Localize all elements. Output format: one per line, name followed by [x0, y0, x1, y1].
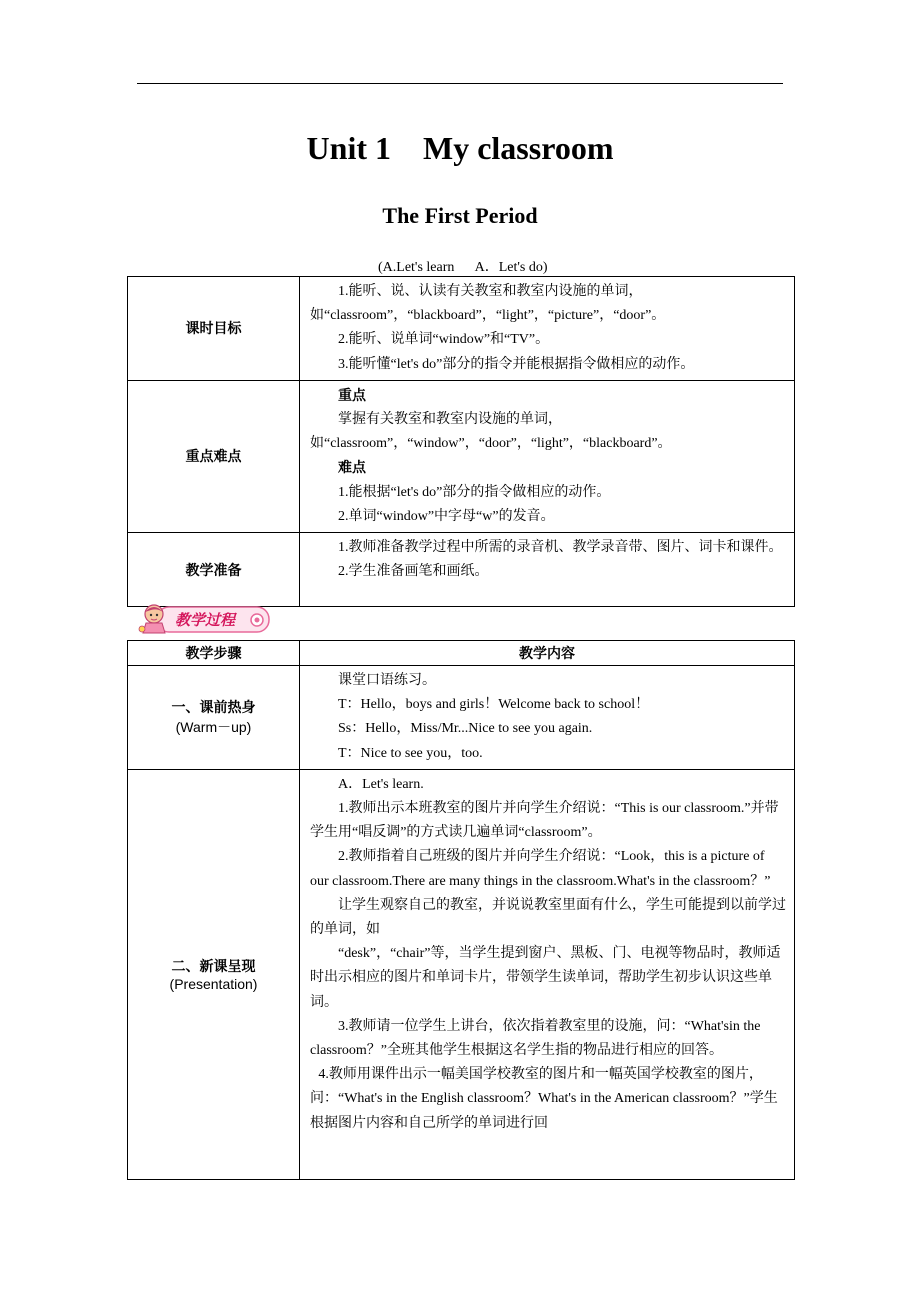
row-label: 课时目标	[128, 277, 300, 381]
warmup-line-3: Ss：Hello，Miss/Mr...Nice to see you again.	[338, 721, 593, 737]
presentation-line-7: 4.教师用课件出示一幅美国学校教室的图片和一幅英国学校教室的图片，问：“What's in the English classroom？What's in the American classroom？”学生根据图片内容和自己所学的单词进行回	[310, 1067, 778, 1131]
step-content	[300, 666, 795, 770]
table-row	[128, 533, 795, 607]
overview-table	[127, 276, 795, 607]
goal-1: 1.能听、说、认读有关教室和教室内设施的单词，如“classroom”，“blackboard”，“light”，“picture”，“door”。	[310, 284, 666, 324]
presentation-line-2: 1.教师出示本班教室的图片并向学生介绍说：“This is our classroom.”并带学生用“唱反调”的方式读几遍单词“classroom”。	[310, 801, 779, 841]
goal-3: 3.能听懂“let's do”部分的指令并能根据指令做相应的动作。	[338, 356, 695, 372]
presentation-line-4: 让学生观察自己的教室，并说说教室里面有什么，学生可能提到以前学过的单词，如	[310, 897, 786, 938]
page-title: Unit 1 My classroom	[306, 130, 614, 166]
table-row	[128, 277, 795, 381]
period-title: The First Period	[382, 203, 538, 228]
row-label: 教学准备	[128, 533, 300, 607]
prep-2: 2.学生准备画笔和画纸。	[338, 564, 489, 580]
process-badge	[137, 603, 271, 635]
presentation-line-5: “desk”，“chair”等，当学生提到窗户、黑板、门、电视等物品时，教师适时出示相应的图片和单词卡片，带领学生读单词，帮助学生初步认识这些单词。	[310, 946, 781, 1010]
step-name-en: (Presentation)	[169, 976, 258, 993]
difficulty-title: 难点	[338, 460, 366, 477]
table-row	[128, 769, 795, 1179]
header-rule	[137, 83, 783, 84]
row-content	[300, 277, 795, 381]
key-title: 重点	[338, 387, 366, 404]
table-header	[128, 641, 795, 666]
step-label	[128, 666, 300, 770]
step-content	[300, 769, 795, 1179]
step-label	[128, 769, 300, 1179]
presentation-body	[310, 773, 786, 1171]
key-text: 掌握有关教室和教室内设施的单词，如“classroom”，“window”，“door”，“light”，“blackboard”。	[310, 412, 672, 452]
prep-1: 1.教师准备教学过程中所需的录音机、教学录音带、图片、词卡和课件。	[338, 540, 783, 556]
table-row	[128, 380, 795, 532]
difficulty-1: 1.能根据“let's do”部分的指令做相应的动作。	[338, 484, 611, 500]
header-step: 教学步骤	[128, 641, 300, 666]
process-table	[127, 640, 795, 1180]
presentation-line-3: 2.教师指着自己班级的图片并向学生介绍说：“Look，this is a picture of our classroom.There are many things in the classroom.What's in the classroom？”	[310, 849, 771, 889]
step-name: 二、新课呈现	[171, 959, 256, 976]
table-row	[128, 666, 795, 770]
step-name: 一、课前热身	[171, 700, 256, 717]
warmup-line-2: T：Hello，boys and girls！Welcome back to school！	[338, 697, 650, 713]
presentation-line-6: 3.教师请一位学生上讲台，依次指着教室里的设施，问：“What'sin the classroom？”全班其他学生根据这名学生指的物品进行相应的回答。	[310, 1018, 761, 1059]
goal-2: 2.能听、说单词“window”和“TV”。	[338, 332, 550, 348]
step-name-en: (Warm－up)	[175, 719, 252, 736]
row-content	[300, 380, 795, 532]
presentation-line-1: A．Let's learn.	[338, 776, 424, 792]
warmup-line-1: 课堂口语练习。	[338, 673, 436, 688]
row-content	[300, 533, 795, 607]
header-content: 教学内容	[300, 641, 795, 666]
difficulty-2: 2.单词“window”中字母“w”的发音。	[338, 508, 555, 524]
process-badge-text: 教学过程	[175, 611, 236, 629]
period-note: (A.Let's learn A．Let's do)	[378, 260, 548, 275]
warmup-line-4: T：Nice to see you，too.	[338, 745, 483, 761]
row-label: 重点难点	[128, 380, 300, 532]
